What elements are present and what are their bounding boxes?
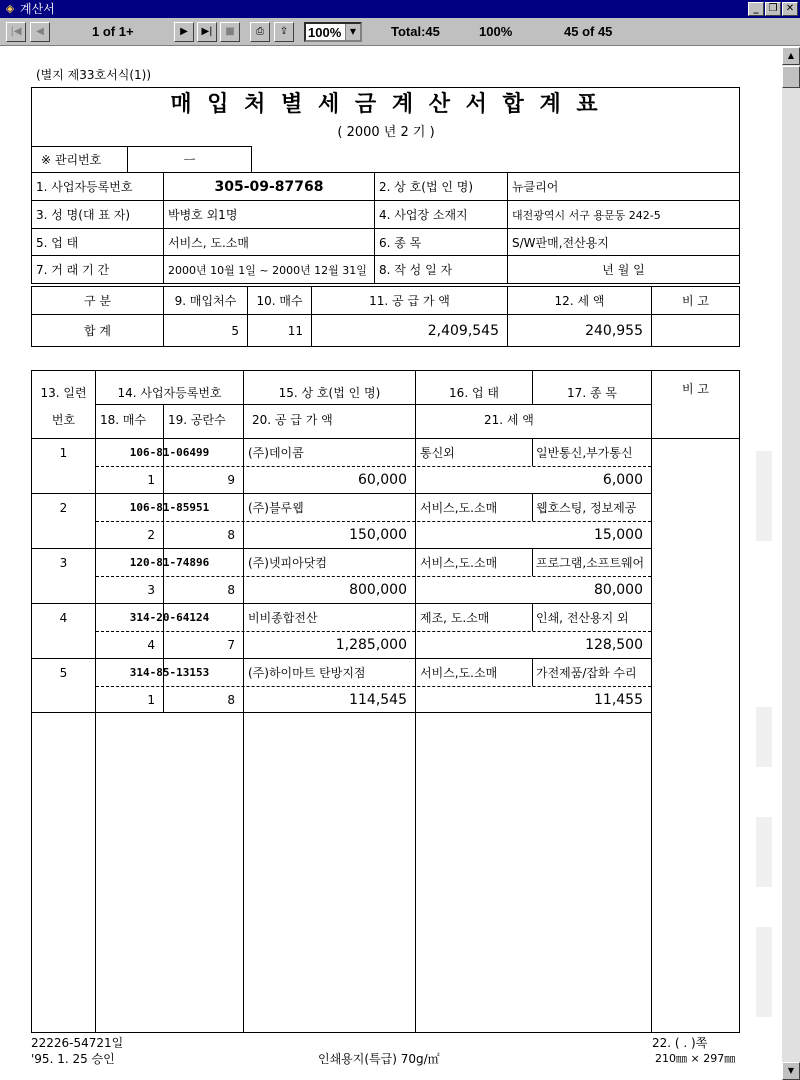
scroll-up-icon[interactable]: ▲ [782, 47, 800, 65]
edge-artifact [756, 707, 772, 767]
form-period: ( 2000 년 2 기 ) [337, 125, 435, 140]
summary-total-note [652, 315, 739, 346]
row-supply: 800,000 [349, 582, 407, 598]
row-business: 서비스,도.소매 [420, 666, 498, 680]
summary-header-count: 9. 매입처수 [174, 294, 237, 308]
detail-header-blanks: 19. 공란수 [168, 412, 226, 427]
row-seq: 4 [59, 610, 68, 625]
row-supply: 1,285,000 [335, 637, 407, 653]
close-button[interactable]: ✕ [782, 2, 798, 16]
row-sheets: 1 [147, 692, 155, 707]
business-type-label: 5. 업 태 [36, 235, 79, 250]
summary-header-tax: 12. 세 액 [554, 294, 605, 308]
previous-page-icon[interactable]: ◀ [30, 22, 50, 42]
reg-no-value: 305-09-87768 [214, 178, 324, 195]
row-sheets: 4 [147, 638, 155, 652]
row-business: 제조, 도.소매 [420, 611, 490, 625]
representative-label: 3. 성 명(대 표 자) [36, 208, 131, 222]
row-reg-no: 314-85-13153 [129, 666, 210, 679]
footer-code: 22226-54721일 [31, 1036, 124, 1050]
address-value: 대전광역시 서구 용문동 242-5 [512, 208, 661, 222]
title-bar [0, 0, 800, 18]
form-title: 매 입 처 별 세 금 계 산 서 합 계 표 [170, 91, 602, 117]
mgmt-number-value: ㅡ [183, 153, 196, 167]
business-item-label: 6. 종 목 [379, 235, 422, 250]
detail-header-item: 17. 종 목 [567, 385, 617, 400]
restore-button[interactable]: ❐ [765, 2, 781, 16]
reg-no-label: 1. 사업자등록번호 [36, 180, 133, 194]
form-number: (별지 제33호서식(1)) [36, 68, 151, 82]
page-indicator: 1 of 1+ [92, 24, 134, 39]
row-reg-no: 314-20-64124 [129, 611, 210, 624]
detail-header-name: 15. 상 호(법 인 명) [278, 385, 381, 400]
percent-complete: 100% [479, 24, 513, 39]
trade-period-value: 2000년 10월 1일 ~ 2000년 12월 31일 [168, 263, 367, 277]
row-seq: 3 [59, 555, 68, 570]
total-count: Total:45 [391, 24, 440, 39]
issue-date-label: 8. 작 성 일 자 [379, 263, 453, 277]
row-reg-no: 120-81-74896 [129, 556, 210, 569]
row-seq: 2 [59, 500, 68, 515]
row-blanks: 8 [227, 692, 235, 707]
print-icon[interactable]: ⎙ [250, 22, 270, 42]
footer-approval: '95. 1. 25 승인 [31, 1052, 115, 1066]
summary-header-supply: 11. 공 급 가 액 [369, 294, 450, 308]
mgmt-number-label: ※ 관리번호 [41, 153, 102, 167]
last-page-icon[interactable]: ▶| [197, 22, 217, 42]
trade-period-label: 7. 거 래 기 간 [36, 263, 110, 277]
detail-header-biz: 16. 업 태 [449, 385, 499, 400]
row-sheets: 1 [147, 473, 155, 487]
edge-artifact [756, 817, 772, 887]
report-page [0, 47, 782, 1080]
zoom-value: 100% [308, 25, 342, 40]
edge-artifact [756, 927, 772, 1017]
footer-paper-size: 210㎜ × 297㎜ [655, 1052, 736, 1065]
detail-header-no: 번호 [51, 412, 76, 427]
summary-total-label: 합 계 [84, 324, 111, 338]
summary-total-sheets: 11 [287, 323, 303, 338]
minimize-button[interactable]: _ [748, 2, 764, 16]
next-page-icon[interactable]: ▶ [174, 22, 194, 42]
row-sheets: 3 [147, 583, 155, 597]
row-blanks: 7 [227, 638, 235, 652]
detail-header-note: 비 고 [682, 381, 709, 396]
footer-page: 22. ( . )쪽 [652, 1036, 708, 1050]
window-title: 계산서 [20, 2, 55, 16]
footer-paper: 인쇄용지(특급) 70g/㎡ [318, 1052, 440, 1066]
business-type-value: 서비스, 도.소매 [168, 235, 249, 250]
row-supply: 60,000 [358, 472, 407, 488]
edge-artifact [756, 451, 772, 541]
company-name-value: 뉴클리어 [512, 180, 559, 194]
report-toolbar [0, 18, 800, 46]
row-item: 일반통신,부가통신 [536, 446, 633, 460]
row-blanks: 8 [227, 528, 235, 542]
row-tax: 15,000 [594, 527, 643, 543]
row-company-name: (주)데이콤 [248, 446, 304, 460]
row-company-name: 비비종합전산 [248, 611, 318, 625]
row-tax: 6,000 [602, 472, 643, 488]
stop-icon[interactable]: ■ [220, 22, 240, 42]
zoom-select[interactable] [304, 22, 362, 42]
row-business: 서비스,도.소매 [420, 501, 498, 515]
summary-total-count: 5 [231, 323, 239, 338]
company-name-label: 2. 상 호(법 인 명) [379, 180, 474, 194]
export-icon[interactable]: ⇪ [274, 22, 294, 42]
first-page-icon[interactable]: |◀ [6, 22, 26, 42]
row-reg-no: 106-81-85951 [129, 501, 210, 514]
scroll-thumb[interactable] [782, 66, 800, 88]
row-seq: 5 [59, 665, 68, 680]
record-counter: 45 of 45 [564, 24, 613, 39]
row-supply: 114,545 [349, 691, 407, 708]
row-blanks: 9 [227, 473, 235, 487]
row-tax: 128,500 [585, 637, 643, 653]
chevron-down-icon[interactable]: ▼ [345, 24, 360, 40]
row-company-name: (주)넷피아닷컴 [248, 556, 327, 570]
summary-total-tax: 240,955 [585, 322, 643, 339]
scroll-down-icon[interactable]: ▼ [782, 1062, 800, 1080]
row-item: 가전제품/잡화 수리 [536, 666, 637, 680]
detail-header-supply: 20. 공 급 가 액 [252, 412, 333, 427]
summary-header-sheets: 10. 매수 [256, 294, 303, 308]
issue-date-value: 년 월 일 [602, 263, 645, 277]
row-item: 프로그램,소프트웨어 [536, 556, 645, 570]
summary-header-division: 구 분 [84, 294, 111, 308]
row-blanks: 8 [227, 583, 235, 597]
row-reg-no: 106-81-06499 [129, 446, 210, 459]
row-seq: 1 [59, 445, 68, 460]
row-company-name: (주)하이마트 탄방지점 [248, 666, 366, 680]
summary-total-supply: 2,409,545 [427, 322, 499, 339]
row-item: 인쇄, 전산용지 외 [536, 611, 629, 625]
address-label: 4. 사업장 소재지 [379, 208, 468, 222]
row-tax: 80,000 [594, 582, 643, 598]
row-business: 통신외 [420, 446, 455, 460]
detail-header-tax: 21. 세 액 [484, 412, 534, 427]
row-business: 서비스,도.소매 [420, 556, 498, 570]
row-sheets: 2 [147, 528, 155, 542]
detail-header-reg-no: 14. 사업자등록번호 [117, 385, 222, 400]
representative-value: 박병호 외1명 [168, 208, 238, 222]
detail-header-sheets: 18. 매수 [100, 412, 147, 427]
row-item: 웹호스팅, 정보제공 [536, 501, 637, 515]
row-tax: 11,455 [594, 691, 643, 708]
business-item-value: S/W판매,전산용지 [512, 235, 609, 250]
row-supply: 150,000 [349, 527, 407, 543]
row-company-name: (주)블루웹 [248, 501, 304, 515]
detail-header-seq: 13. 일련 [40, 385, 87, 400]
app-icon: ◈ [5, 2, 15, 15]
summary-header-note: 비 고 [682, 294, 709, 308]
vertical-scrollbar[interactable] [782, 47, 800, 1080]
